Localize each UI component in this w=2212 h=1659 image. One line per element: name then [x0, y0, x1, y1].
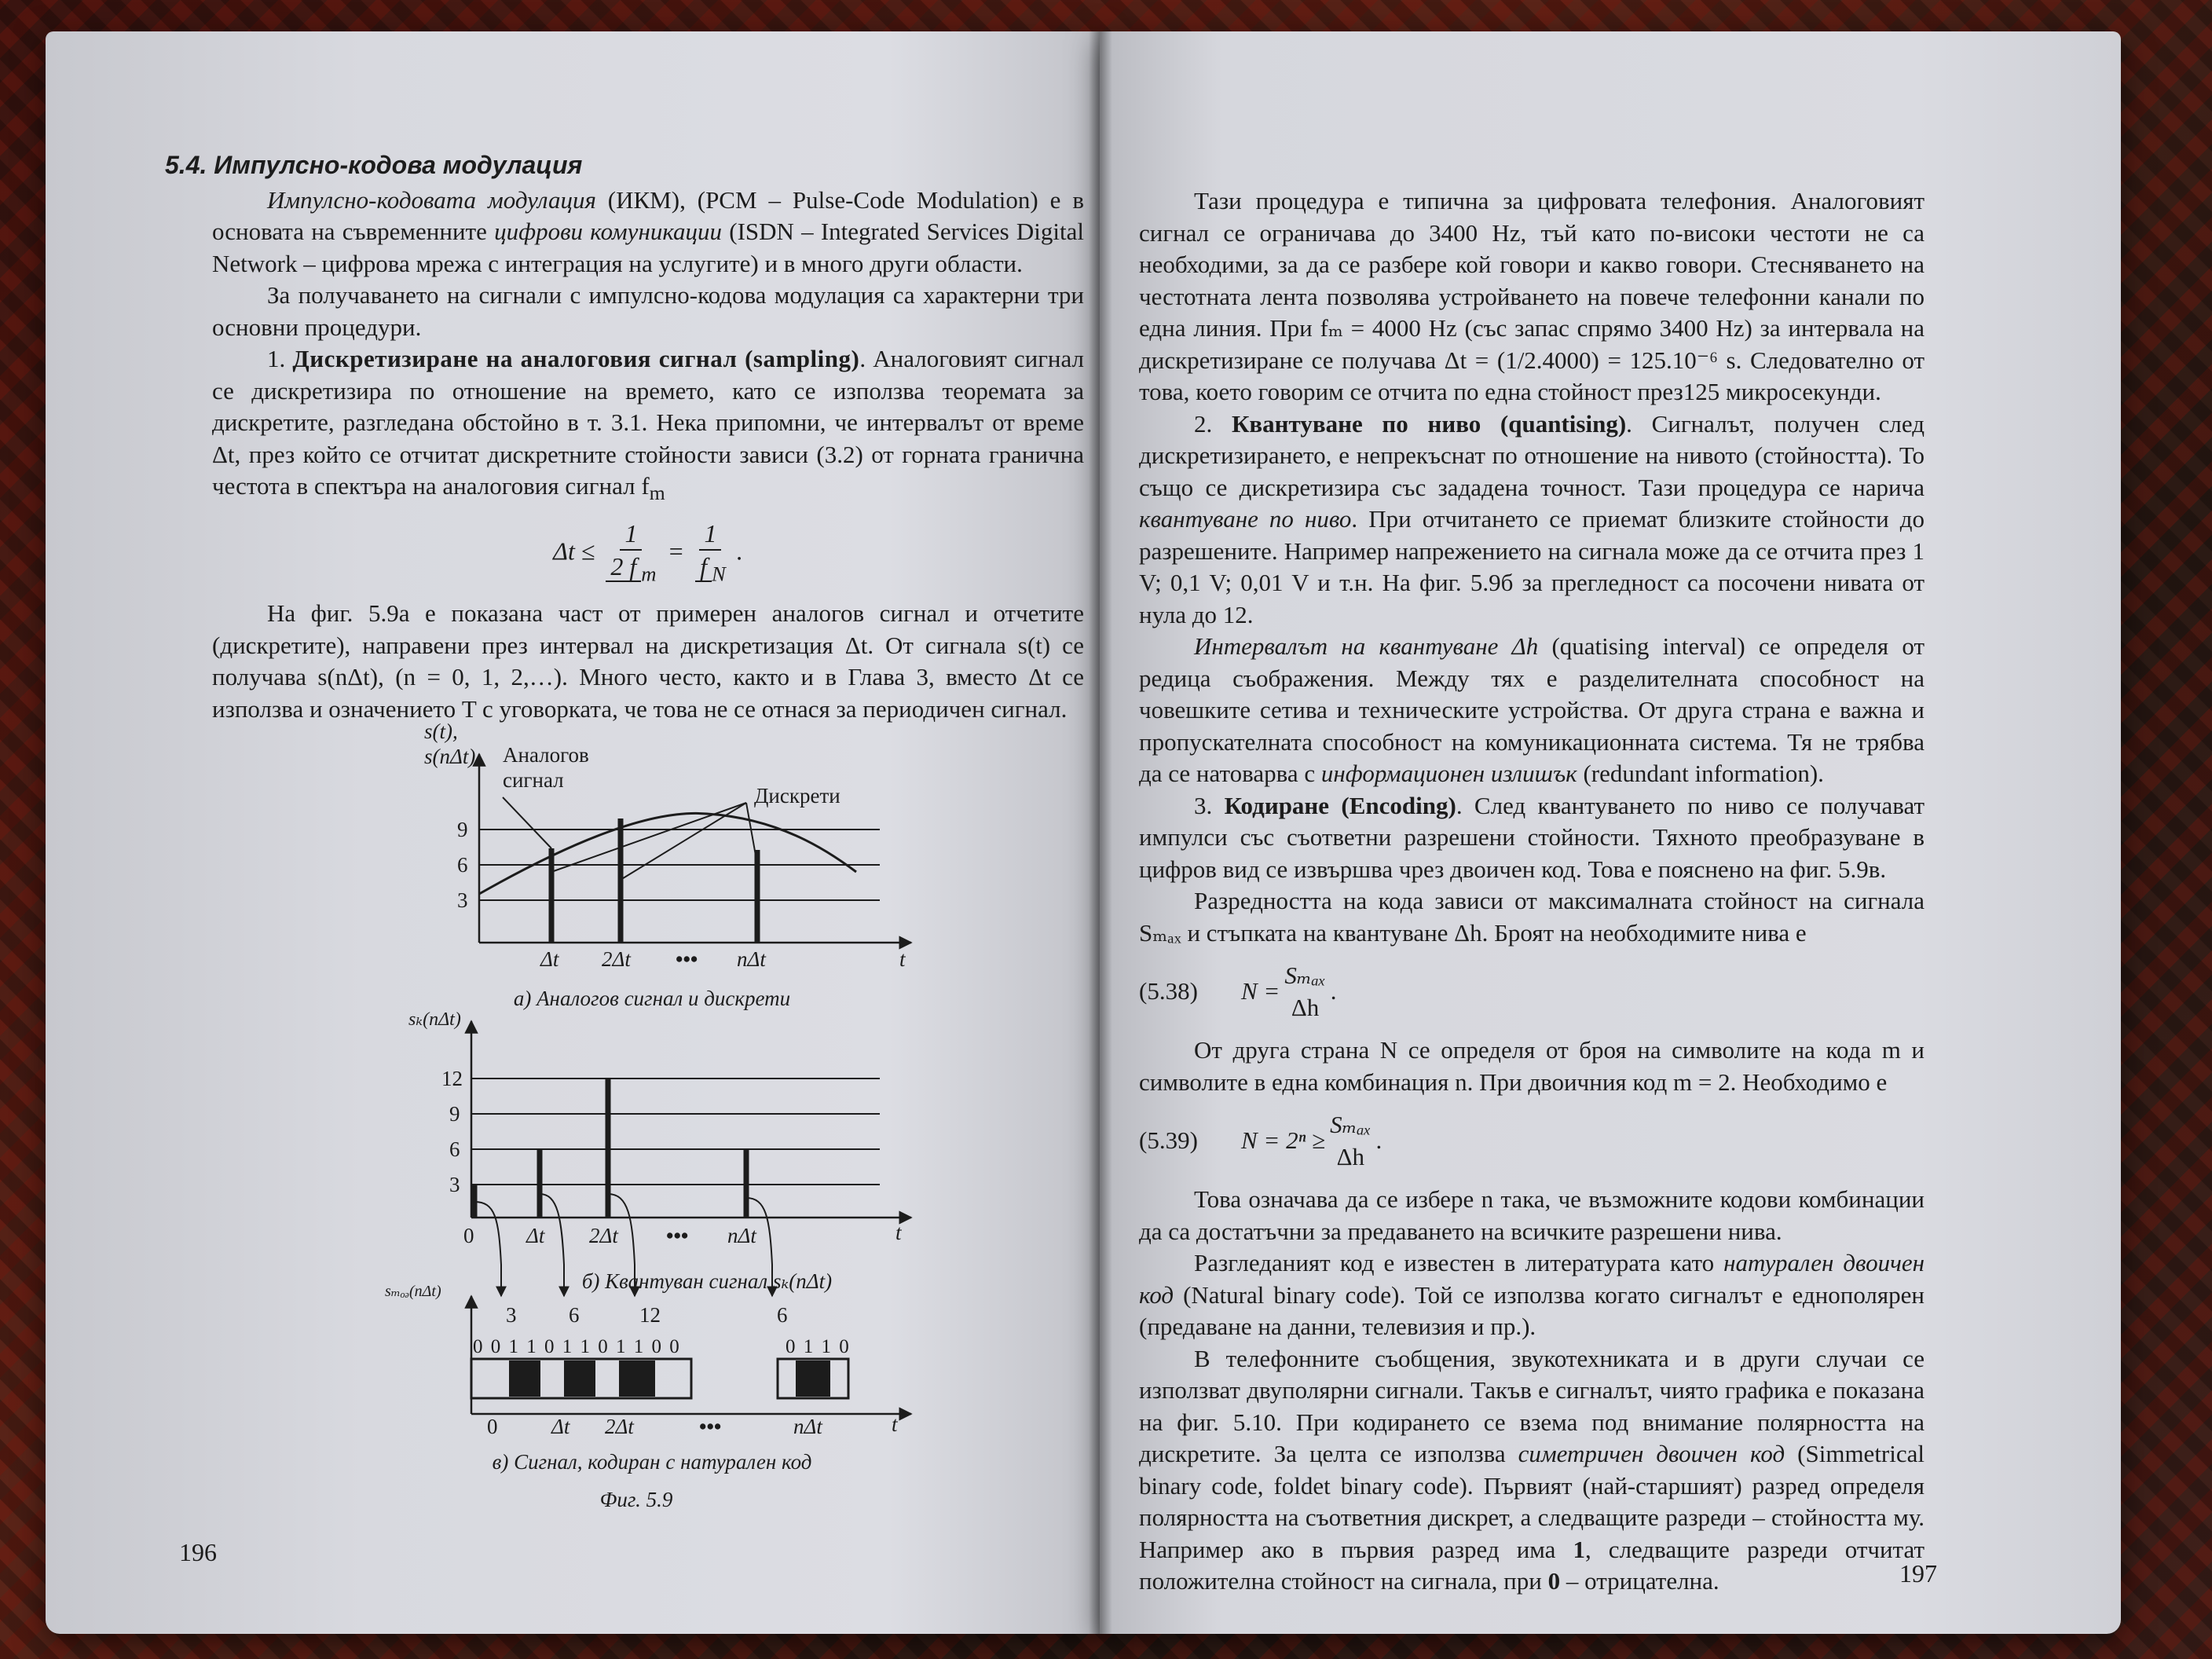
fig-c-caption: в) Сигнал, кодиран с натурален код — [492, 1450, 812, 1474]
paragraph-pcm-intro: Импулсно-кодовата модулация (ИКМ), (PCM – Pulse-Code Modulation) е в основата на съвременните цифрови комуникации (ISDN – Integrated Services Digital Network – цифрова мрежа с интеграция на услугите) и в много други области. — [212, 185, 1084, 277]
paragraph-procedures: За получаването на сигнали с импулсно-кодова модулация са характерни три основни процедури. — [212, 281, 1084, 341]
paragraph-encoding: 3. Кодиране (Encoding). След квантуването по ниво се получават импулси със съответни разрешени стойности. Тяхното преобразуване в цифров вид се извършва чрез двоичен код. Това е пояснено на фиг. 5.9в. — [1139, 791, 1925, 883]
arrow-label-6: 6 — [569, 1303, 580, 1327]
page-number-left: 196 — [179, 1538, 217, 1566]
fig-b-tick-6: 6 — [449, 1137, 460, 1161]
code-pulses — [509, 1361, 830, 1397]
fig-a-tick-9: 9 — [457, 818, 468, 841]
paragraph-sampling: 1. Дискретизиране на аналоговия сигнал (sampling). Аналоговият сигнал се дискретизира по отношение на времето, като се използва теоремата за дискретите, разгледана обстойно в т. 3.1. Нека припомни, че интервалът от време Δt, през който се отчитат дискретните стойности зависи (3.2) от горната гранична честота в спектъра на аналоговия сигнал $f_m$ — [212, 345, 1084, 505]
paragraph-symmetrical-code: В телефонните съобщения, звукотехниката и в други случаи се използват двуполярни сигнали. Такъв е сигналът, чиято графика е показана на фиг. 5.10. При кодирането се взема под внимание полярността на дискретите. За целта се използва симетричен двоичен код (Simmetrical binary code, foldet binary code). Първият (най-старшият) разред определя полярността на съответния дискрет, а следващите разреди – стойността му. Например ако в първия разред има 1, следващите разреди отчитат положителна стойност на сигнала, при 0 – отрицателна. — [1139, 1344, 1925, 1595]
code-bits-n: 0 1 1 0 — [786, 1336, 851, 1357]
figure-5-9 — [369, 715, 935, 1516]
fig-a-xtick-t: t — [899, 947, 906, 971]
arrow-label-3: 3 — [506, 1303, 517, 1327]
code-bits: 0 0 1 1 0 1 1 0 1 1 0 0 — [473, 1336, 681, 1357]
paragraph-telephony: Тази процедура е типична за цифровата телефония. Аналоговият сигнал се ограничава до 3400 Hz, тъй като по-високи честоти не са необходими, за да се разбере кой говори и какво говори. Стесняването на честотната лента позволява устройването на повече телефонни канали по една линия. При fₘ = 4000 Hz (със запас спрямо 3400 Hz) за интервала на дискретизиране се получава Δt = (1/2.4000) = 125.10⁻⁶ s. Следователно от това, което говорим се отчита по една стойност през125 микросекунди. — [1139, 187, 1925, 405]
fig-b-tick-12: 12 — [441, 1067, 463, 1090]
fig-a-tick-3: 3 — [457, 888, 468, 912]
book-spine — [1089, 31, 1112, 1634]
fig-a-xtick-dots: ••• — [676, 947, 698, 971]
pointer-analog — [503, 797, 551, 848]
paragraph-natural-code: Разгледаният код е известен в литературата като натурален двоичен код (Natural binary code). Той се използва когато сигналът е еднополярен (предаване на данни, телевизия и пр.). — [1139, 1249, 1925, 1340]
paragraph-code-width: Разредността на кода зависи от максималната стойност на сигнала Sₘₐₓ и стъпката на квантуване Δh. Броят на необходимите нива е — [1139, 887, 1925, 947]
fig-c-xtick-2dt: 2Δt — [605, 1415, 634, 1438]
paragraph-quant-interval: Интервалът на квантуване Δh (quatising interval) се определя от редица съображения. Между тях е разделителната способност на човешките сетива и техническите устройства. От друга страна е важна и пропускателната способност на комуникационната система. Тя не трябва да се натоварва с информационен излишък (redundant information). — [1139, 632, 1925, 787]
fig-b-xtick-dt: Δt — [526, 1224, 545, 1247]
fig-a-xtick-ndt: nΔt — [737, 947, 766, 971]
label-analog: Аналогов — [503, 743, 589, 767]
fig-a-caption: а) Аналогов сигнал и дискрети — [513, 987, 791, 1010]
left-text-column — [165, 149, 1084, 725]
fig-c-xtick-dt: Δt — [551, 1415, 570, 1438]
analog-signal-curve — [479, 813, 856, 894]
fig-c-xtick-t: t — [892, 1412, 898, 1436]
fig-b-xtick-0: 0 — [463, 1224, 474, 1247]
paragraph-quantising: 2. Квантуване по ниво (quantising). Сигналът, получен след дискретизирането, е непрекъснат по отношение на нивото (стойността). То също се дискретизира със зададена точност. Тази процедура се нарича квантуване по ниво. При отчитането се приемат близките стойности до разрешените. Например напрежението на сигнала може да се отчита през 1 V; 0,1 V; 0,01 V и т.н. На фиг. 5.9б за прегледност са посочени нивата от нула до 12. — [1139, 409, 1925, 628]
page-number-right: 197 — [1899, 1559, 1937, 1588]
fig-b-xtick-dots: ••• — [666, 1224, 689, 1247]
paragraph-symbols: От друга страна N се определя от броя на символите на кода m и символите в една комбинация n. При двоичния код m = 2. Необходимо е — [1139, 1036, 1925, 1096]
fig-c-xtick-dots: ••• — [699, 1415, 722, 1438]
fig-a-xtick-2dt: 2Δt — [602, 947, 631, 971]
fig-b-tick-9: 9 — [449, 1102, 460, 1126]
fig-c-xtick-ndt: nΔt — [793, 1415, 822, 1438]
fig-a-ylabel1: s(t), — [424, 720, 458, 743]
fig-b-xtick-ndt: nΔt — [727, 1224, 756, 1247]
fig-b-xtick-2dt: 2Δt — [589, 1224, 618, 1247]
fig-a-ylabel2: s(nΔt) — [424, 745, 476, 768]
arrow-label-6b: 6 — [777, 1303, 788, 1327]
sampling-formula: Δt ≤ $\frac{1}{2 f _m}$ = $\frac{1}{f _N}$ . — [553, 518, 743, 586]
equation-5-38: (5.38) N = Sₘₐₓ Δh . — [1139, 961, 1337, 1021]
arrow-3 — [474, 1202, 501, 1296]
paragraph-figure-description: На фиг. 5.9а е показана част от примерен аналогов сигнал и отчетите (дискретите), направени през интервал на дискретизация Δt. От сигнала s(t) се получава s(nΔt), (n = 0, 1, 2,…). Много често, както и в Глава 3, вместо Δt се използва и означението T с уговорката, че това не се отнася за периодичен сигнал. — [212, 599, 1084, 723]
fig-b-tick-3: 3 — [449, 1173, 460, 1196]
figure-label: Фиг. 5.9 — [599, 1488, 673, 1511]
paragraph-choose-n: Това означава да се избере n така, че възможните кодови комбинации да са достатъчни за предаването на всичките разрешени нива. — [1139, 1185, 1925, 1245]
section-heading: 5.4. Импулсно-кодова модулация — [165, 151, 583, 179]
equation-5-39: (5.39) N = 2ⁿ ≥ Sₘₐₓ Δh . — [1139, 1111, 1382, 1170]
fig-b-ylabel: sₖ(nΔt) — [408, 1009, 461, 1030]
arrow-label-12: 12 — [639, 1303, 661, 1327]
pointer-3 — [746, 803, 757, 864]
label-signal: сигнал — [503, 768, 564, 792]
label-discrete: Дискрети — [754, 784, 840, 808]
fig-a-tick-6: 6 — [457, 853, 468, 877]
right-text-column — [1139, 185, 1925, 1598]
fig-b-caption: б) Квантуван сигнал sₖ(nΔt) — [581, 1269, 833, 1293]
fig-b-xtick-t: t — [895, 1221, 902, 1244]
fig-c-xtick-0: 0 — [487, 1415, 498, 1438]
fig-c-ylabel: sₘₒₔ(nΔt) — [385, 1283, 441, 1300]
fig-a-xtick-dt: Δt — [540, 947, 559, 971]
